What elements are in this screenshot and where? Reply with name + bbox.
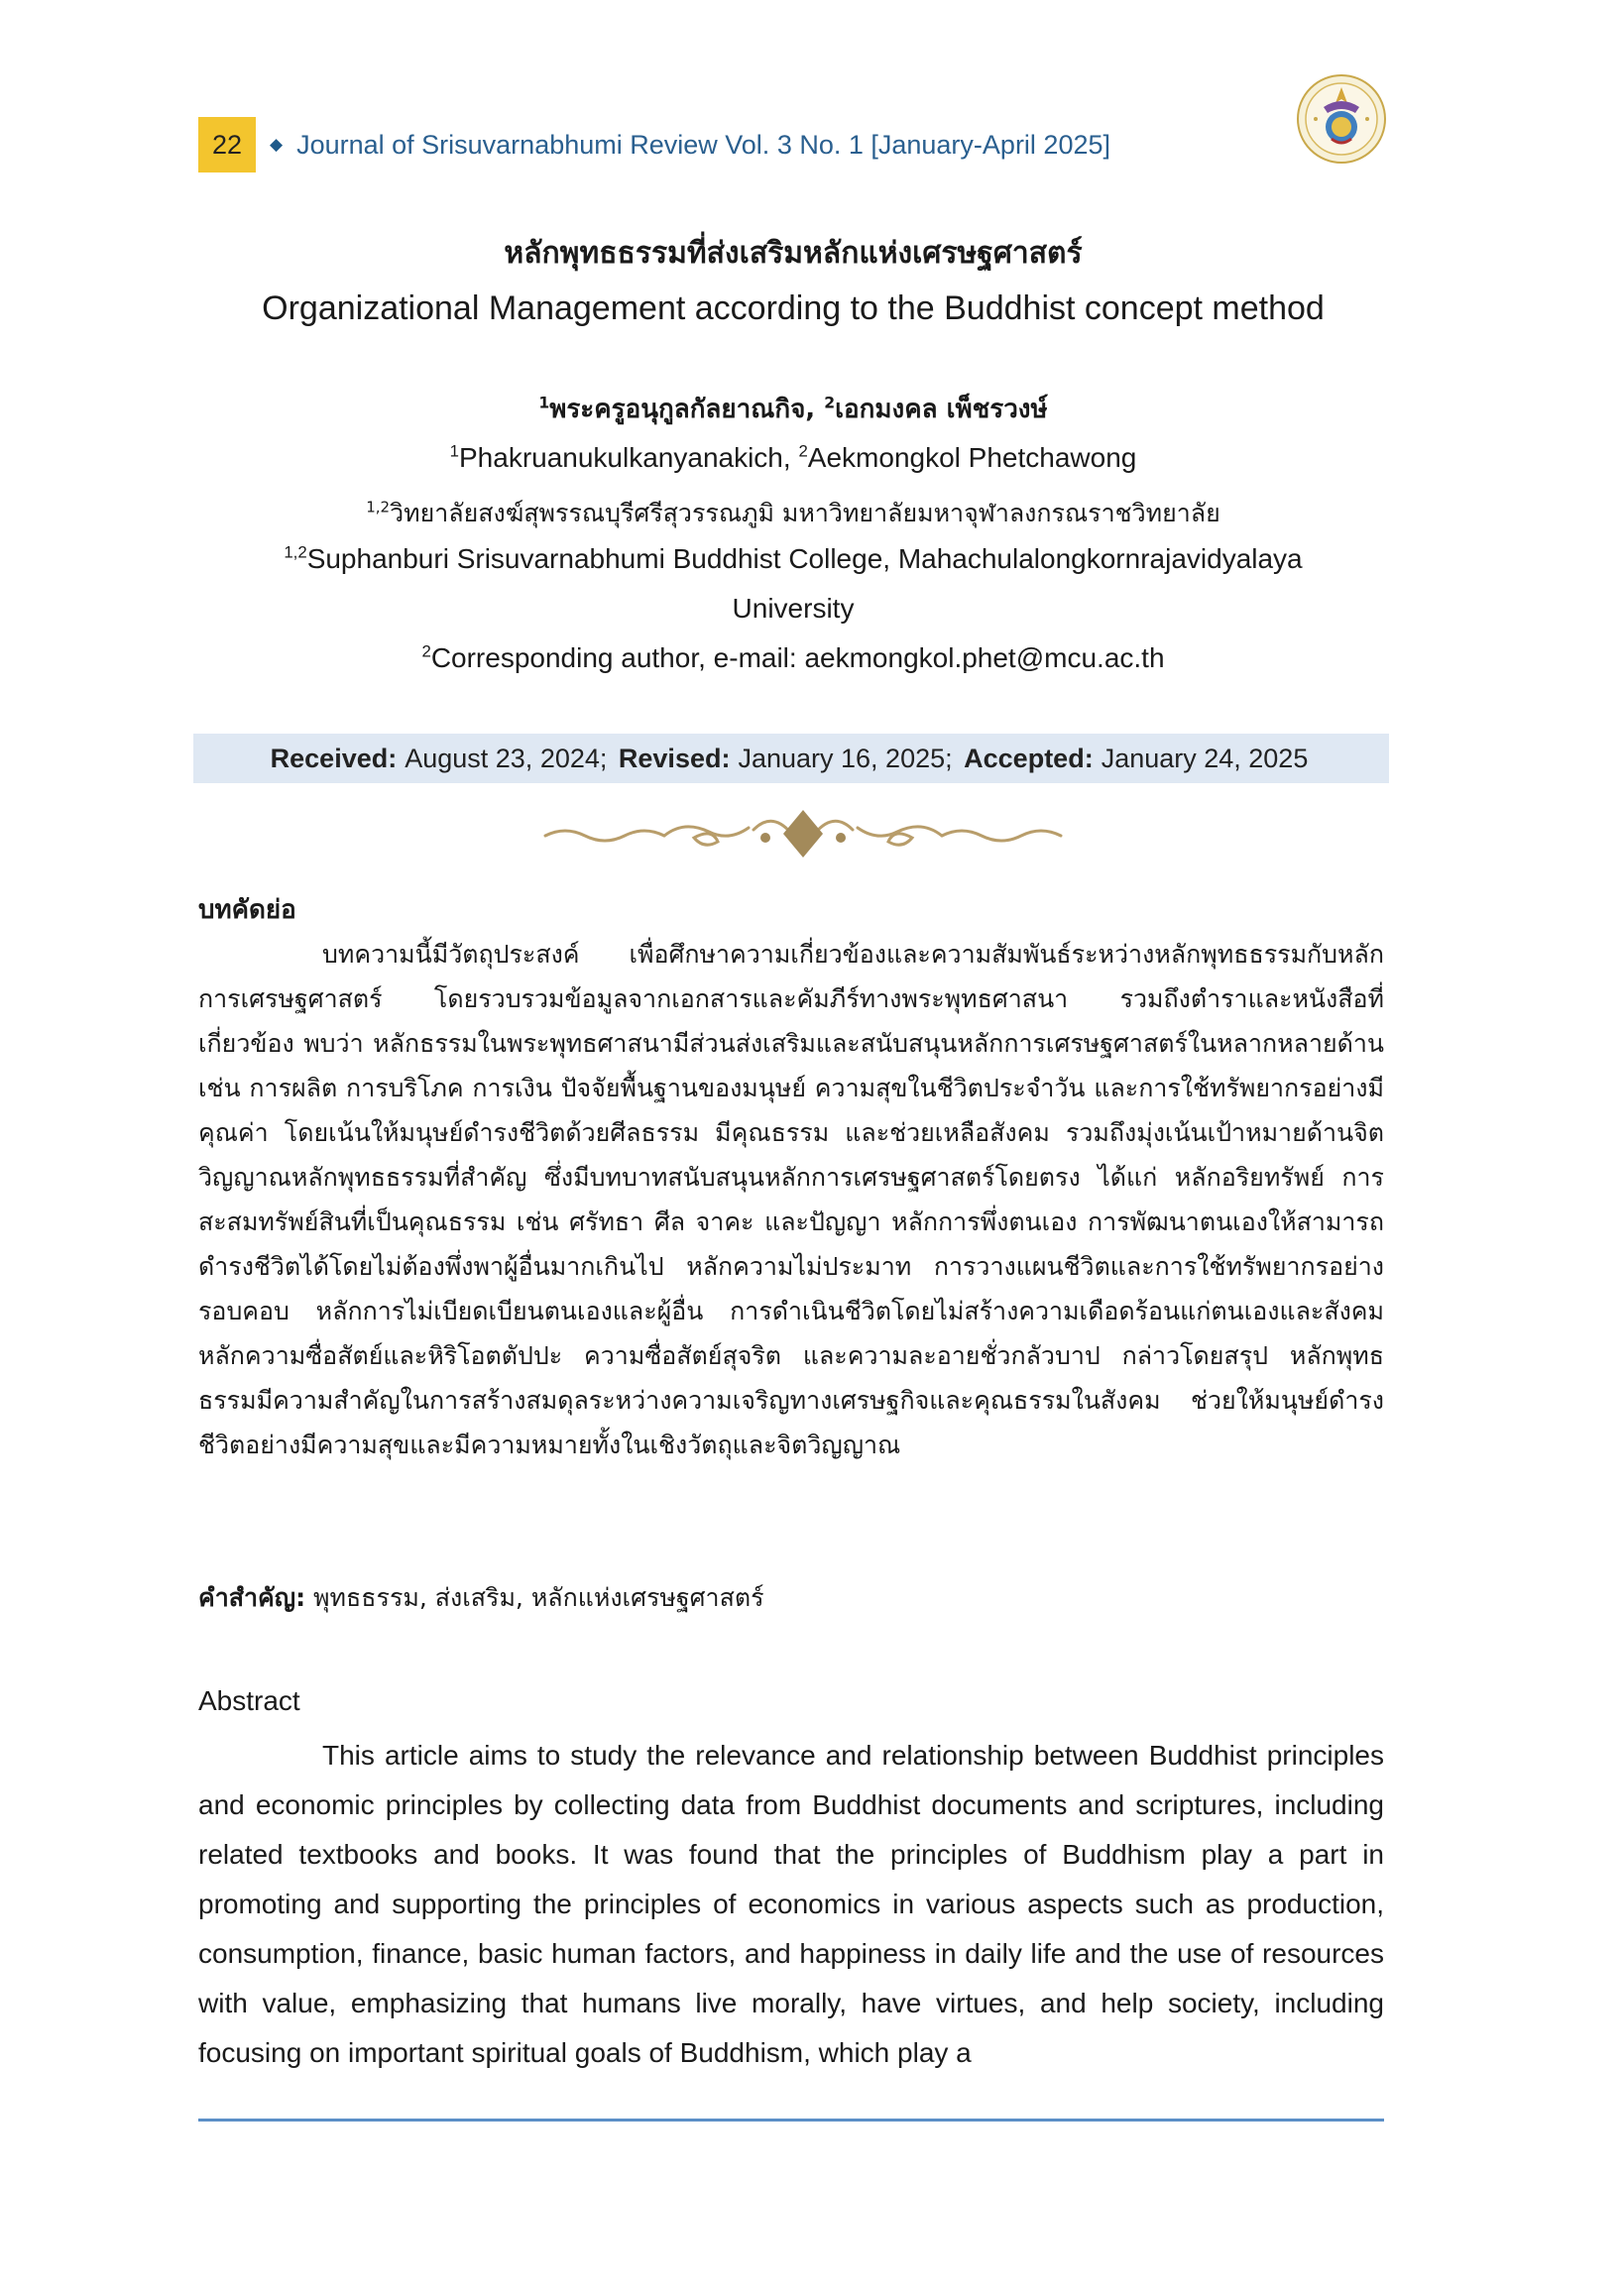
author-1-thai: พระครูอนุกูลกัลยาณกิจ, [549,395,816,424]
affiliation-superscript-en: 1,2 [284,542,307,562]
affiliation-thai-text: วิทยาลัยสงฆ์สุพรรณบุรีศรีสุวรรณภูมิ มหาวิทยาลัยมหาจุฬาลงกรณราชวิทยาลัย [390,499,1220,527]
author-1-superscript: 1 [538,394,550,412]
author-1-english: Phakruanukulkanyanakich, [459,442,791,473]
affiliation-thai [198,494,1388,533]
authors-thai [198,389,1388,429]
revised-label: Revised: [618,743,731,773]
author-2-english: Aekmongkol Phetchawong [807,442,1137,473]
abstract-english-body: This article aims to study the relevance and relationship between Buddhist principles and economic principles by collecting data from Buddhist documents and scriptures, including related textbooks and books. It was found that the principles of Buddhism play a part in promoting and supporting the principles of economics in various aspects such as production, consumption, finance, basic human factors, and happiness in daily life and the use of resources with value, emphasizing that humans live morally, have virtues, and help society, including focusing on important spiritual goals of Buddhism, which play a [198,1740,1384,2068]
accepted-date: January 24, 2025 [1101,743,1309,773]
affiliation-english [198,543,1388,575]
page-number: 22 [198,117,256,172]
submission-dates-bar [193,734,1389,783]
author-1-superscript-en: 1 [449,441,459,461]
footer-rule [198,2119,1384,2122]
affiliation-superscript-th: 1,2 [366,498,391,516]
author-2-thai: เอกมงคล เพ็ชรวงษ์ [835,395,1048,424]
corresponding-superscript: 2 [421,641,431,661]
revised-date: January 16, 2025; [738,743,953,773]
ornament-divider-icon [535,798,1071,867]
abstract-english-heading: Abstract [198,1685,300,1716]
keywords-label: คำสำคัญ: [198,1583,306,1612]
received-date: August 23, 2024; [405,743,608,773]
keywords-line [198,1578,764,1618]
accepted-label: Accepted: [964,743,1094,773]
authors-english [198,442,1388,474]
abstract-thai-body: บทความนี้มีวัตถุประสงค์ เพื่อศึกษาความเกี่ยวข้องและความสัมพันธ์ระหว่างหลักพุทธธรรมกับหลักการเศรษฐศาสตร์ โดยรวบรวมข้อมูลจากเอกสารและคัมภีร์ทางพระพุทธศาสนา รวมถึงตำราและหนังสือที่เกี่ยวข้อง พบว่า หลักธรรมในพระพุทธศาสนามีส่วนส่งเสริมและสนับสนุนหลักการเศรษฐศาสตร์ในหลากหลายด้าน เช่น การผลิต การบริโภค การเงิน ปัจจัยพื้นฐานของมนุษย์ ความสุขในชีวิตประจำวัน และการใช้ทรัพยากรอย่างมีคุณค่า โดยเน้นให้มนุษย์ดำรงชีวิตด้วยศีลธรรม มีคุณธรรม และช่วยเหลือสังคม รวมถึงมุ่งเน้นเป้าหมายด้านจิตวิญญาณหลักพุทธธรรมที่สำคัญ ซึ่งมีบทบาทสนับสนุนหลักการเศรษฐศาสตร์โดยตรง ได้แก่ หลักอริยทรัพย์ การสะสมทรัพย์สินที่เป็นคุณธรรม เช่น ศรัทธา ศีล จาคะ และปัญญา หลักการพึ่งตนเอง การพัฒนาตนเองให้สามารถดำรงชีวิตได้โดยไม่ต้องพึ่งพาผู้อื่นมากเกินไป หลักความไม่ประมาท การวางแผนชีวิตและการใช้ทรัพยากรอย่างรอบคอบ หลักการไม่เบียดเบียนตนเองและผู้อื่น การดำเนินชีวิตโดยไม่สร้างความเดือดร้อนแก่ตนเองและสังคม หลักความซื่อสัตย์และหิริโอตตัปปะ ความซื่อสัตย์สุจริต และความละอายชั่วกลัวบาป กล่าวโดยสรุป หลักพุทธธรรมมีความสำคัญในการสร้างสมดุลระหว่างความเจริญทางเศรษฐกิจและคุณธรรมในสังคม ช่วยให้มนุษย์ดำรงชีวิตอย่างมีความสุขและมีความหมายทั้งในเชิงวัตถุและจิตวิญญาณ [198,940,1384,1459]
title-thai: หลักพุทธธรรมที่ส่งเสริมหลักแห่งเศรษฐศาสตร์ [504,236,1083,271]
abstract-thai-heading: บทคัดย่อ [198,895,296,925]
author-2-superscript: 2 [824,394,836,412]
title-english: Organizational Management according to the Buddhist concept method [262,289,1325,327]
university-seal-icon [1296,73,1387,165]
running-header [198,117,1110,172]
corresponding-text: Corresponding author, e-mail: aekmongkol.phet@mcu.ac.th [430,642,1165,673]
author-2-superscript-en: 2 [798,441,808,461]
diamond-bullet-icon: ◆ [270,135,284,155]
affiliation-english-line2: University [732,593,855,624]
keywords-text: พุทธธรรม, ส่งเสริม, หลักแห่งเศรษฐศาสตร์ [313,1583,764,1612]
corresponding-author [198,642,1388,674]
affiliation-english-line1: Suphanburi Srisuvarnabhumi Buddhist College, Mahachulalongkornrajavidyalaya [306,543,1303,574]
received-label: Received: [270,743,398,773]
journal-title: Journal of Srisuvarnabhumi Review Vol. 3 No. 1 [January-April 2025] [296,129,1110,160]
